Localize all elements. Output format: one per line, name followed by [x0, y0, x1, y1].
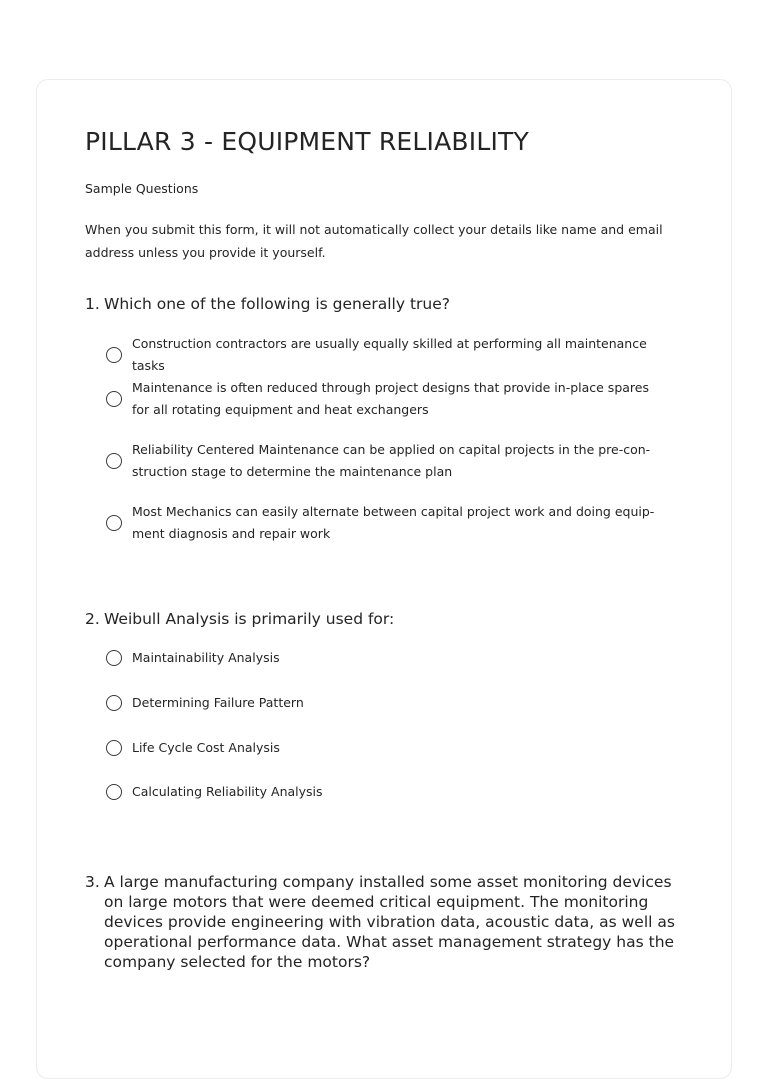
radio-button[interactable]: [106, 784, 122, 800]
form-title: PILLAR 3 - EQUIPMENT RELIABILITY: [85, 127, 529, 156]
option-label: Maintainability Analysis: [132, 650, 280, 665]
option-label: Most Mechanics can easily alternate between capital project work and doing equip-ment diagnosis and repair work: [132, 504, 655, 541]
radio-button[interactable]: [106, 391, 122, 407]
option-label: Maintenance is often reduced through project designs that provide in-place spares for all rotating equipment and heat exchangers: [132, 380, 649, 417]
radio-button[interactable]: [106, 650, 122, 666]
question-1: [85, 294, 685, 541]
option-2-4[interactable]: [106, 781, 666, 803]
radio-button[interactable]: [106, 347, 122, 363]
option-2-3[interactable]: [106, 737, 666, 759]
option-label: Reliability Centered Maintenance can be applied on capital projects in the pre-con-struction stage to determine the maintenance plan: [132, 442, 651, 479]
option-2-2[interactable]: [106, 692, 666, 714]
option-1-2[interactable]: [106, 377, 666, 421]
question-text: A large manufacturing company installed some asset monitoring devices on large motors that were deemed critical equipment. The monitoring devices provide engineering with vibration data, acoustic data, as well as operational performance data. What asset management strategy has the company selected for the motors?: [104, 873, 675, 971]
question-3: [85, 872, 685, 972]
option-1-4[interactable]: [106, 501, 666, 545]
radio-button[interactable]: [106, 453, 122, 469]
privacy-notice: When you submit this form, it will not automatically collect your details like name and email address unless you provide it yourself.: [85, 222, 663, 260]
option-1-3[interactable]: [106, 439, 666, 483]
form-subtitle: Sample Questions: [85, 181, 199, 196]
question-2: [85, 609, 685, 799]
radio-button[interactable]: [106, 740, 122, 756]
question-text: Which one of the following is generally true?: [104, 295, 451, 313]
option-label: Determining Failure Pattern: [132, 695, 304, 710]
option-label: Life Cycle Cost Analysis: [132, 740, 280, 755]
option-1-1[interactable]: [106, 333, 666, 377]
question-text: Weibull Analysis is primarily used for:: [104, 610, 395, 628]
question-number: 2.: [85, 610, 100, 628]
question-number: 1.: [85, 295, 100, 313]
option-2-1[interactable]: [106, 647, 666, 669]
question-number: 3.: [85, 873, 100, 891]
radio-button[interactable]: [106, 695, 122, 711]
radio-button[interactable]: [106, 515, 122, 531]
option-label: Calculating Reliability Analysis: [132, 784, 323, 799]
option-label: Construction contractors are usually equally skilled at performing all maintenance tasks: [132, 336, 647, 373]
